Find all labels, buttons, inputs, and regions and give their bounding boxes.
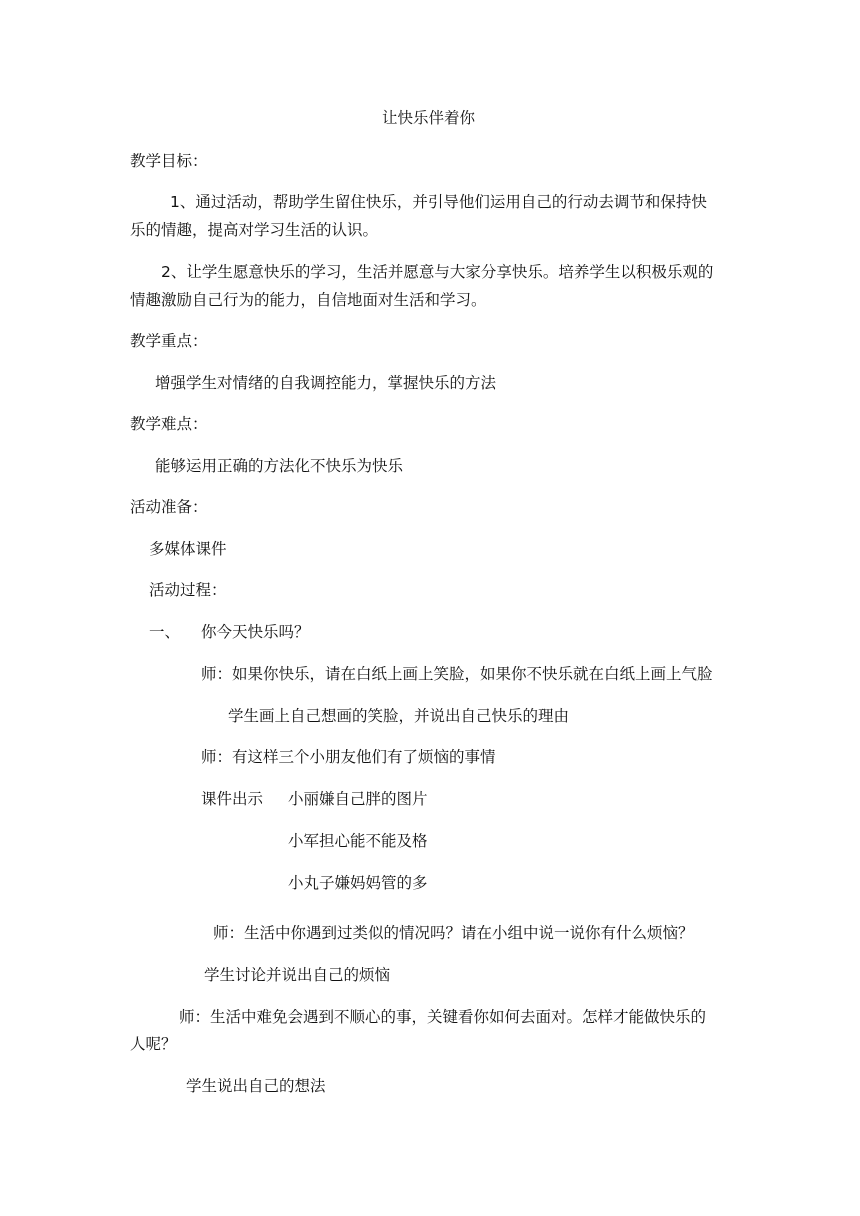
paragraph-students-draw: 学生画上自己想画的笑脸，并说出自己快乐的理由: [228, 707, 570, 725]
goal-1-line-1: 1、通过活动，帮助学生留住快乐，并引导他们运用自己的行动去调节和保持快: [170, 193, 707, 211]
goals-heading: 教学目标：: [130, 152, 208, 170]
paragraph-how-to-be-happy-line-2: 人呢？: [130, 1035, 177, 1053]
courseware-item-1: 小丽嫌自己胖的图片: [288, 790, 428, 808]
key-points-heading: 教学重点：: [130, 332, 208, 350]
preparation-heading: 活动准备：: [130, 498, 208, 516]
section-1-title: 你今天快乐吗？: [201, 623, 310, 641]
difficulty-text: 能够运用正确的方法化不快乐为快乐: [155, 457, 404, 475]
goal-2-line-1: 2、让学生愿意快乐的学习，生活并愿意与大家分享快乐。培养学生以积极乐观的: [161, 263, 714, 281]
goal-1-line-2: 乐的情趣，提高对学习生活的认识。: [130, 221, 379, 239]
difficulty-heading: 教学难点：: [130, 415, 208, 433]
paragraph-teacher-draw-faces: 师：如果你快乐，请在白纸上画上笑脸，如果你不快乐就在白纸上画上气脸: [201, 665, 713, 683]
process-heading: 活动过程：: [149, 581, 227, 599]
key-points-text: 增强学生对情绪的自我调控能力，掌握快乐的方法: [155, 374, 497, 392]
paragraph-students-discuss: 学生讨论并说出自己的烦恼: [204, 966, 391, 984]
paragraph-students-ideas: 学生说出自己的想法: [186, 1077, 326, 1095]
goal-2-line-2: 情趣激励自己行为的能力，自信地面对生活和学习。: [130, 291, 487, 309]
paragraph-similar-situations: 师：生活中你遇到过类似的情况吗？请在小组中说一说你有什么烦恼？: [213, 924, 694, 942]
courseware-item-3: 小丸子嫌妈妈管的多: [288, 874, 428, 892]
document-title: 让快乐伴着你: [382, 109, 476, 127]
preparation-text: 多媒体课件: [149, 540, 227, 558]
paragraph-how-to-be-happy-line-1: 师：生活中难免会遇到不顺心的事，关键看你如何去面对。怎样才能做快乐的: [179, 1008, 707, 1026]
paragraph-three-children: 师：有这样三个小朋友他们有了烦恼的事情: [201, 748, 496, 766]
courseware-item-2: 小军担心能不能及格: [288, 832, 428, 850]
section-1-number: 一、: [149, 623, 181, 641]
courseware-label: 课件出示: [201, 790, 264, 808]
